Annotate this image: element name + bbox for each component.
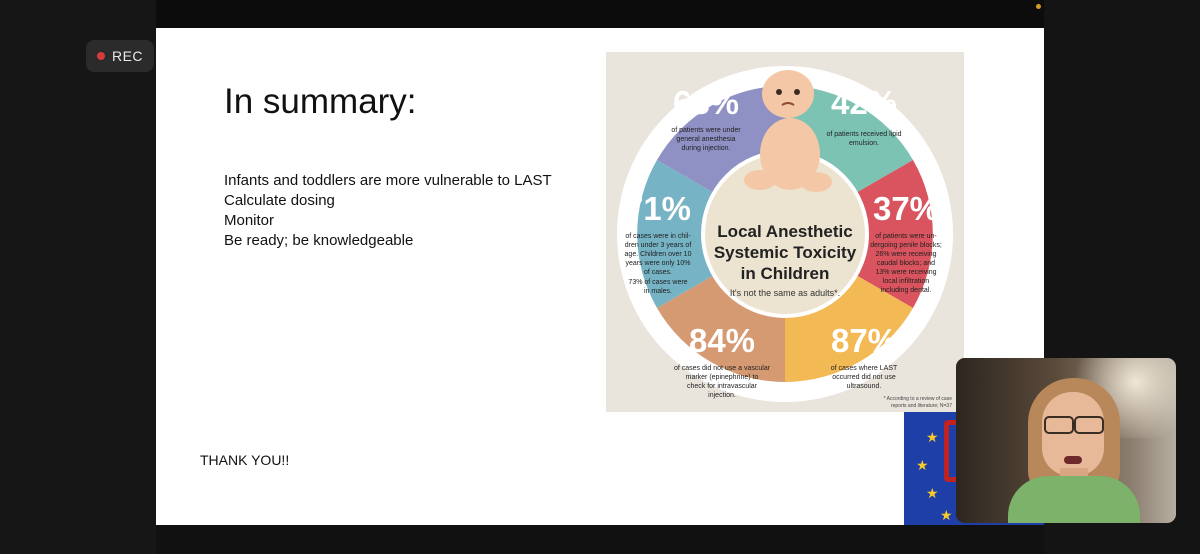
infographic-title-line: in Children	[740, 264, 830, 283]
presentation-slide	[156, 28, 1044, 525]
stat-description: in males.	[643, 288, 673, 295]
infographic-footnote: * According to a review of case	[883, 396, 952, 402]
star-icon: ★	[926, 429, 939, 445]
last-infographic	[606, 52, 964, 412]
glasses-lens	[1044, 416, 1074, 434]
stat-description: of patients received lipid	[826, 131, 902, 138]
stat-description: during injection.	[681, 145, 731, 152]
stat-description: of cases where LAST	[830, 365, 898, 372]
infographic-title-line: Systemic Toxicity	[713, 243, 857, 262]
left-margin	[0, 0, 156, 554]
infographic-footnote: reports and literature; N=37	[890, 403, 952, 409]
participant-video-tile[interactable]	[956, 358, 1176, 523]
stat-value: 68%	[672, 84, 740, 121]
summary-item: Be ready; be knowledgeable	[224, 232, 414, 249]
summary-item: Infants and toddlers are more vulnerable to LAST	[224, 172, 552, 189]
stat-description: 26% were receiving	[875, 251, 937, 258]
infographic-subtitle: It's not the same as adults*.	[729, 288, 841, 298]
baby-eye-icon	[794, 89, 800, 95]
summary-item: Monitor	[224, 212, 275, 229]
stat-value: 42%	[830, 84, 898, 121]
recording-label: REC	[111, 48, 144, 64]
stat-description: caudal blocks; and	[877, 260, 935, 267]
baby-leg-icon	[744, 170, 776, 190]
stat-description: occurred did not use	[832, 374, 896, 381]
stat-description: of cases.	[643, 269, 673, 276]
stat-value: 71%	[624, 190, 692, 227]
stat-description: dergoing penile blocks;	[870, 242, 942, 249]
stat-description: age. Children over 10	[624, 251, 692, 258]
stat-description: ultrasound.	[846, 383, 882, 390]
stat-description: of cases did not use a vascular	[673, 365, 771, 372]
stat-description: of cases were in chil-	[625, 233, 691, 240]
infographic-graphic	[606, 52, 964, 412]
recording-indicator[interactable]	[86, 40, 154, 72]
stat-description: dren under 3 years of	[624, 242, 692, 249]
slide-title: In summary:	[224, 82, 417, 121]
closing-text: THANK YOU!!	[200, 452, 290, 468]
stat-description: marker (epinephrine) to	[685, 374, 759, 381]
stat-value: 84%	[688, 322, 756, 359]
stat-description: years were only 10%	[625, 260, 691, 267]
stat-description: of patients were under	[671, 127, 741, 134]
stat-description: 73% of cases were	[628, 279, 688, 286]
stat-description: general anesthesia	[676, 136, 736, 143]
stat-description: 13% were receiving	[875, 269, 937, 276]
status-dot-icon	[1036, 4, 1041, 9]
stat-description: injection.	[708, 392, 736, 399]
baby-leg-icon	[800, 172, 832, 192]
record-dot-icon	[97, 52, 105, 60]
summary-item: Calculate dosing	[224, 192, 335, 209]
stat-value: 87%	[830, 322, 898, 359]
stat-description: emulsion.	[849, 140, 879, 147]
summary-list	[224, 171, 552, 251]
star-icon: ★	[926, 485, 939, 501]
star-icon: ★	[940, 507, 953, 523]
participant-glasses	[1042, 416, 1104, 430]
infographic-title-line: Local Anesthetic	[717, 222, 853, 241]
baby-eye-icon	[776, 89, 782, 95]
participant-mouth	[1064, 456, 1082, 464]
stat-description: of patients were un-	[875, 233, 937, 240]
participant-shirt	[1008, 476, 1140, 523]
glasses-lens	[1074, 416, 1104, 434]
stat-description: check for intravascular	[686, 383, 758, 390]
baby-head-icon	[762, 70, 814, 118]
stat-value: 37%	[872, 190, 940, 227]
stat-description: local infiltration	[882, 278, 930, 285]
star-icon: ★	[916, 457, 929, 473]
stat-description: including dental.	[880, 287, 932, 294]
top-bar	[156, 0, 1044, 28]
